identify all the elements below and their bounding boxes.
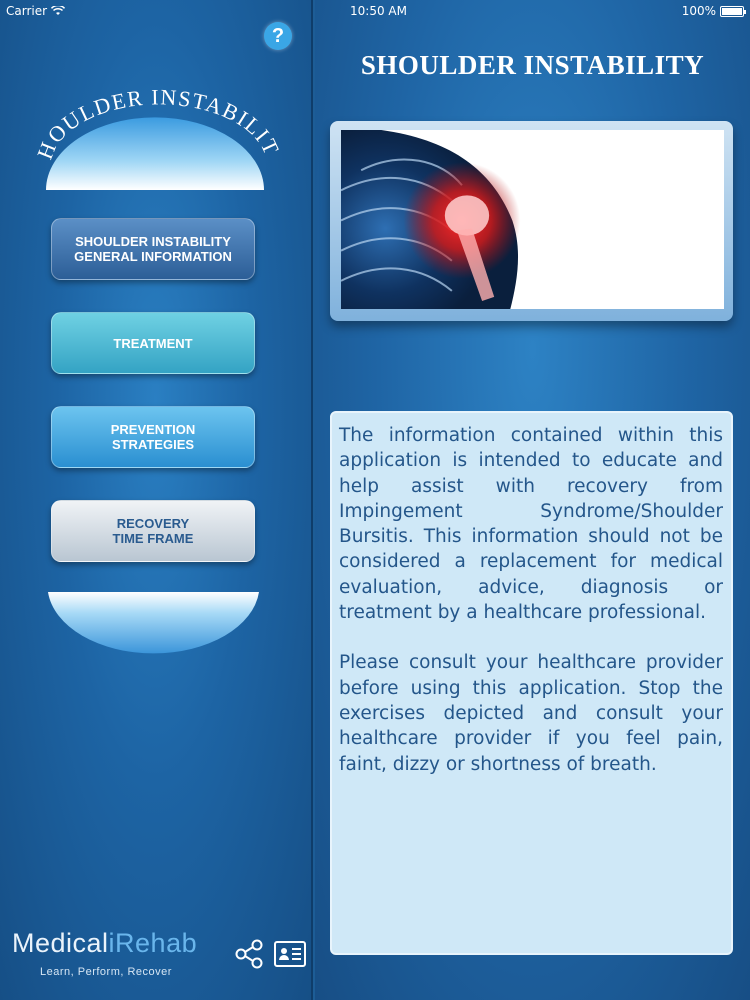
contact-card-icon[interactable] (274, 941, 306, 967)
logo-arc (30, 80, 280, 195)
carrier-label: Carrier (6, 4, 48, 18)
brand-tagline: Learn, Perform, Recover (40, 966, 172, 978)
status-time: 10:50 AM (350, 4, 407, 18)
logo-arc-graphic (30, 80, 280, 195)
battery-label: 100% (681, 4, 716, 18)
hero-image-frame (330, 121, 733, 321)
brand-name (12, 928, 197, 959)
brand-name-prefix: Medical (12, 928, 109, 958)
recovery-time-frame-button[interactable]: RECOVERY TIME FRAME (51, 500, 255, 562)
shoulder-xray-image (341, 130, 724, 309)
logo-title: HOULDER INSTABILI (31, 84, 276, 163)
wifi-icon (51, 6, 65, 16)
page-title: SHOULDER INSTABILITY (360, 50, 705, 80)
battery-indicator (682, 4, 744, 18)
brand-logo (12, 928, 232, 984)
sidebar (0, 0, 313, 1000)
share-icon[interactable] (233, 938, 265, 970)
status-bar (0, 0, 750, 22)
disclaimer-paragraph: Please consult your healthcare provider before using this application. Stop the exercises depicted and consult your healthcare provider if you feel pain, faint, dizzy or shortness of breath. (339, 652, 723, 775)
help-button[interactable]: ? (264, 22, 292, 50)
disclaimer-text-box (330, 411, 733, 955)
prevention-strategies-button[interactable]: PREVENTION STRATEGIES (51, 406, 255, 468)
bottom-arc (46, 590, 261, 660)
general-information-button[interactable]: SHOULDER INSTABILITY GENERAL INFORMATION (51, 218, 255, 280)
treatment-button[interactable]: TREATMENT (51, 312, 255, 374)
brand-name-accent: iRehab (108, 928, 198, 958)
carrier-indicator (6, 4, 65, 18)
disclaimer-paragraph: The information contained within this application is intended to educate and help assist with recovery from Impingement Syndrome/Shoulder Bursitis. This information should not be considered a replacement for medical evaluation, advice, diagnosis or treatment by a healthcare professional. (339, 425, 723, 624)
battery-icon (720, 6, 744, 17)
